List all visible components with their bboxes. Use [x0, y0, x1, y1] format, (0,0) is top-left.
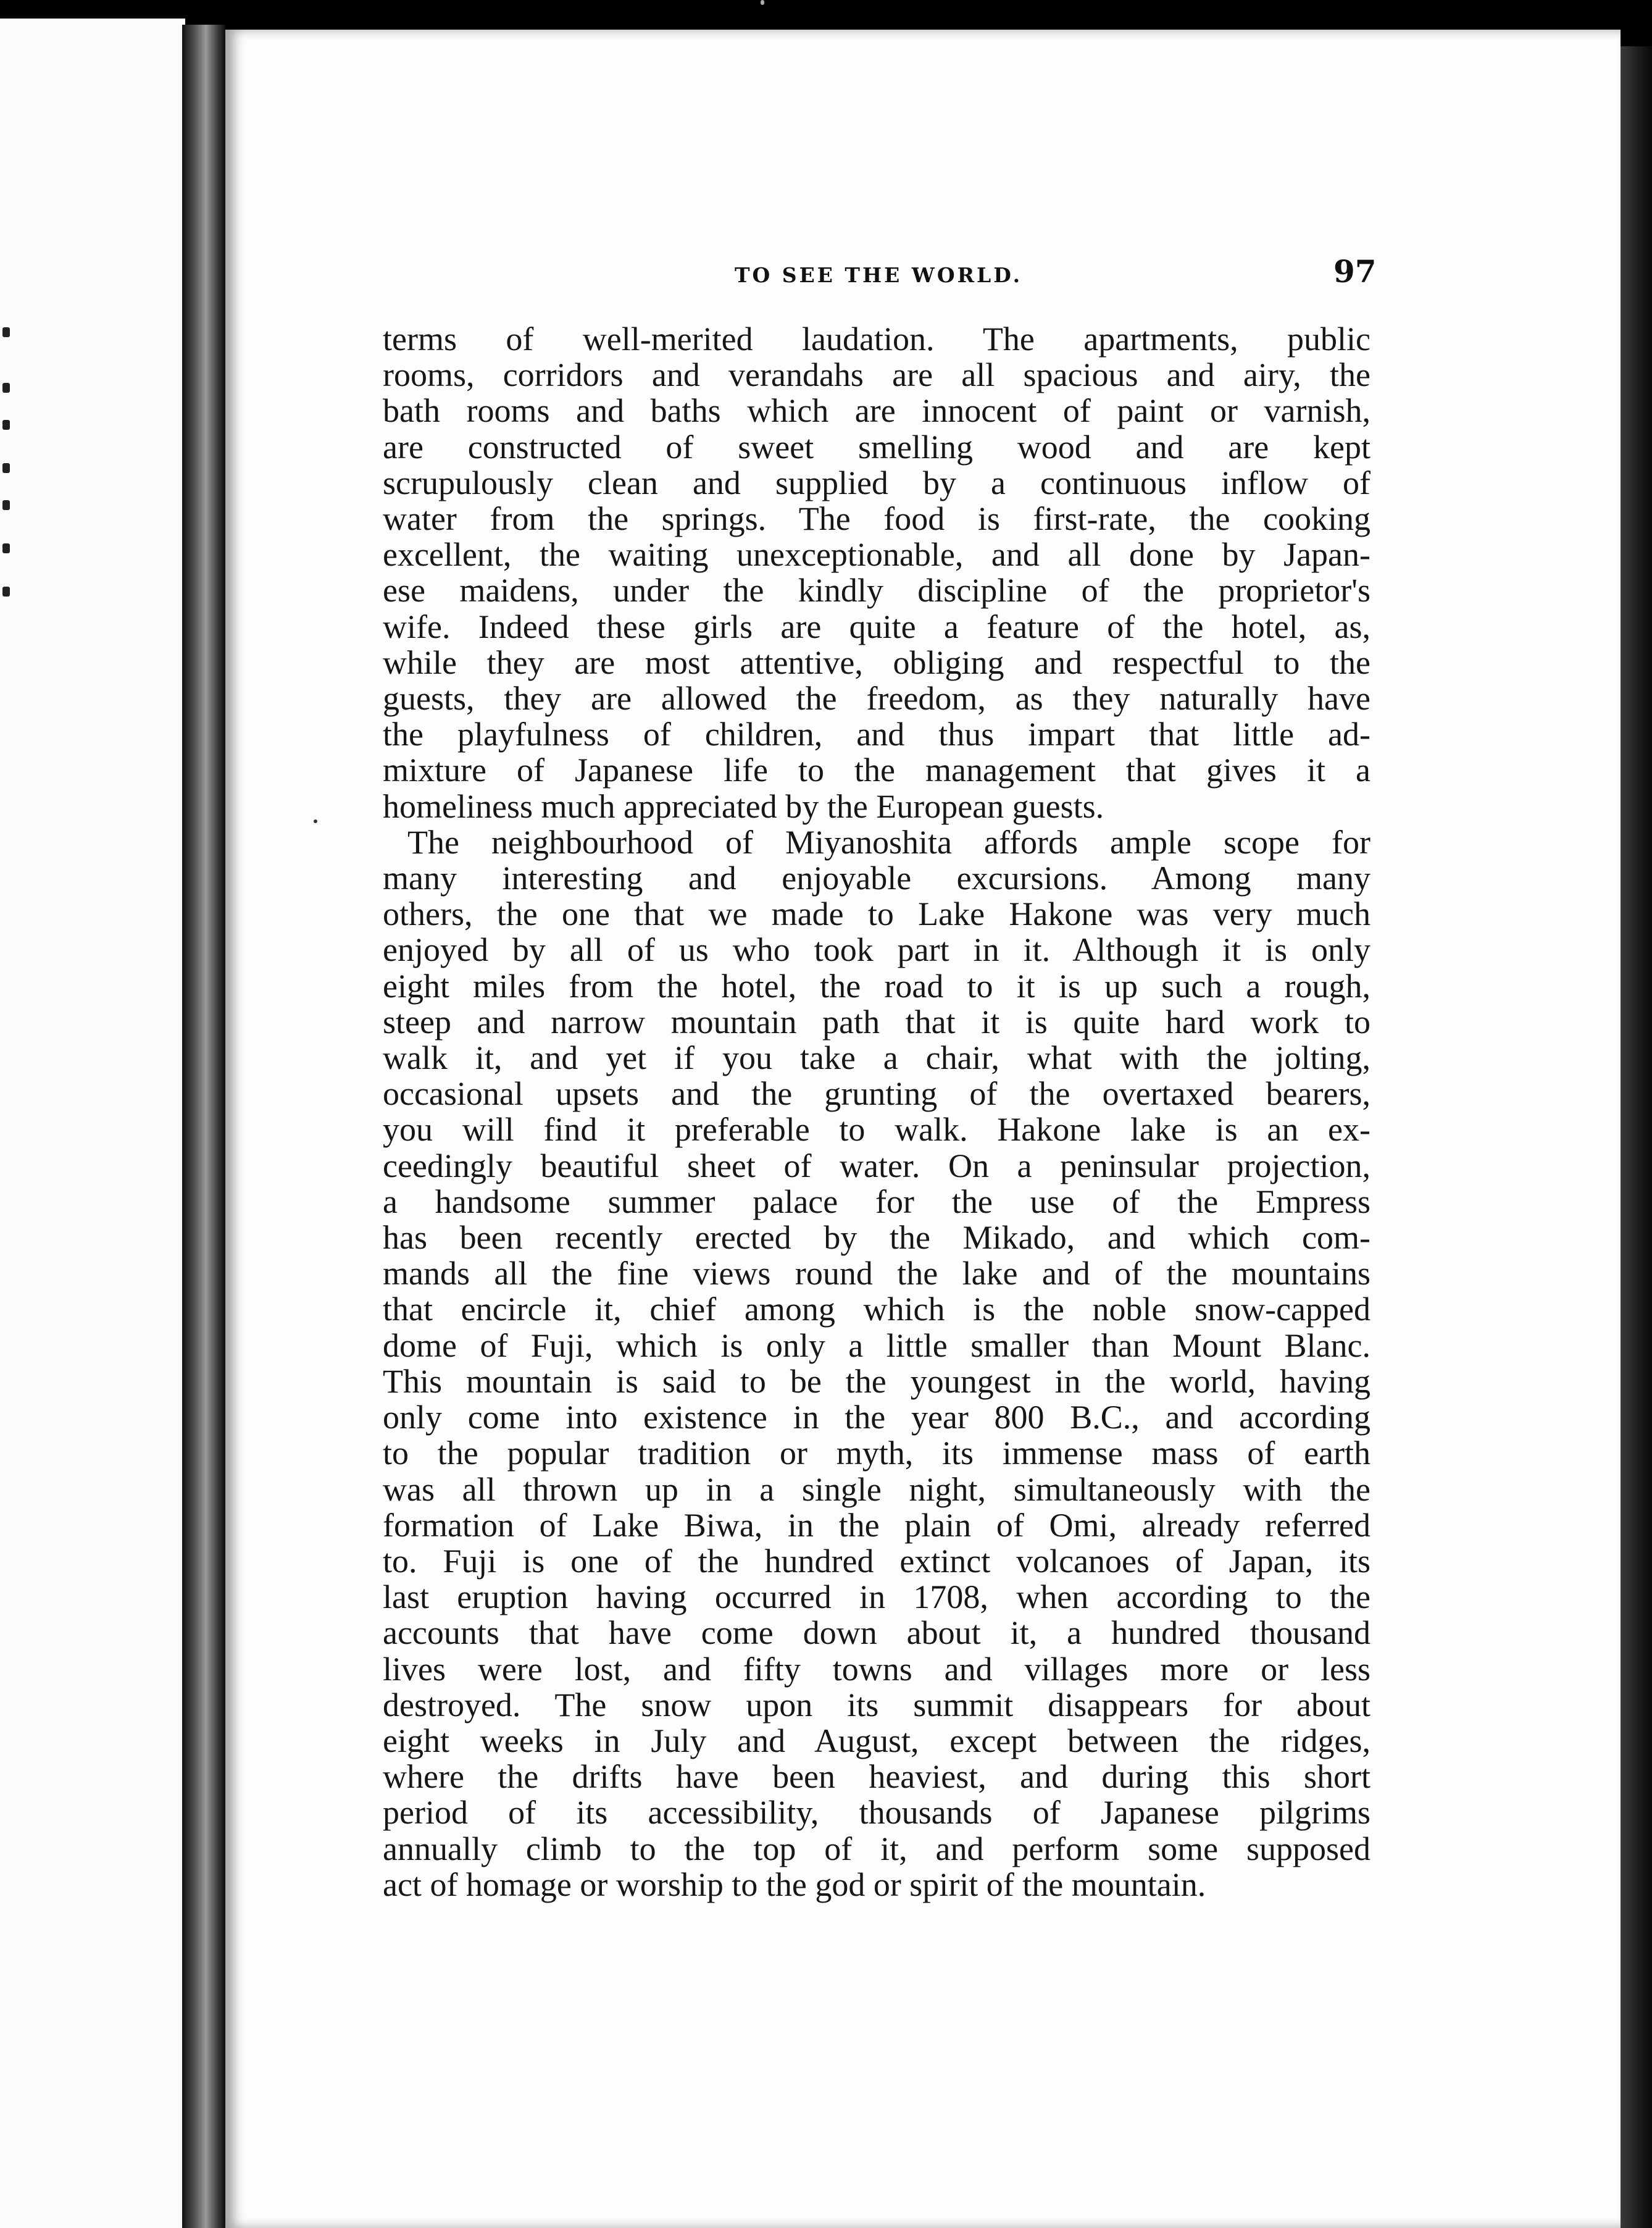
paragraph: [383, 824, 1370, 1903]
text-line: to the popular tradition or myth, its immense mass of earth: [383, 1434, 1370, 1472]
scan-speck: [761, 0, 764, 5]
text-line: enjoyed by all of us who took part in it. Although it is only: [383, 931, 1370, 969]
text-line: rooms, corridors and verandahs are all spacious and airy, the: [383, 356, 1370, 394]
text-line: water from the springs. The food is first-rate, the cooking: [383, 500, 1370, 538]
running-head: TO SEE THE WORLD.: [735, 263, 1023, 287]
text-line: destroyed. The snow upon its summit disappears for about: [383, 1686, 1370, 1723]
facing-page-sliver: [0, 19, 185, 2228]
text-line: mands all the fine views round the lake and of the mountains: [383, 1255, 1370, 1292]
text-line: steep and narrow mountain path that it is quite hard work to: [383, 1003, 1370, 1041]
text-line: act of homage or worship to the god or spirit of the mountain.: [383, 1866, 1206, 1903]
text-line: terms of well-merited laudation. The apartments, public: [383, 320, 1370, 358]
text-line: while they are most attentive, obliging and respectful to the: [383, 643, 1370, 681]
text-line: lives were lost, and fifty towns and villages more or less: [383, 1650, 1370, 1688]
text-line: where the drifts have been heaviest, and during this short: [383, 1758, 1370, 1796]
text-line: guests, they are allowed the freedom, as they naturally have: [383, 680, 1370, 718]
text-line: This mountain is said to be the youngest in the world, having: [383, 1362, 1370, 1400]
text-line: others, the one that we made to Lake Hakone was very much: [383, 895, 1370, 933]
text-line: eight miles from the hotel, the road to it is up such a rough,: [383, 967, 1370, 1005]
text-line: only come into existence in the year 800 B.C., and according: [383, 1399, 1370, 1436]
text-line: wife. Indeed these girls are quite a feature of the hotel, as,: [383, 608, 1370, 645]
text-line: accounts that have come down about it, a hundred thousand: [383, 1614, 1370, 1652]
text-line: a handsome summer palace for the use of the Empress: [383, 1183, 1370, 1220]
text-line: homeliness much appreciated by the European guests.: [383, 787, 1104, 825]
ink-speck: [314, 819, 317, 823]
body-text: [383, 321, 1370, 1903]
text-line: are constructed of sweet smelling wood and are kept: [383, 428, 1370, 466]
text-line: ceedingly beautiful sheet of water. On a peninsular projection,: [383, 1147, 1370, 1184]
text-line: last eruption having occurred in 1708, when according to the: [383, 1578, 1370, 1616]
text-line: excellent, the waiting unexceptionable, and all done by Japan-: [383, 536, 1370, 574]
text-line: to. Fuji is one of the hundred extinct volcanoes of Japan, its: [383, 1542, 1370, 1580]
facing-page-text-fragments: [0, 327, 19, 624]
text-line: that encircle it, chief among which is the noble snow-capped: [383, 1291, 1370, 1328]
text-line: you will find it preferable to walk. Hakone lake is an ex-: [383, 1111, 1370, 1149]
text-line: period of its accessibility, thousands of Japanese pilgrims: [383, 1794, 1370, 1832]
paragraph: [383, 321, 1370, 824]
text-line: dome of Fuji, which is only a little smaller than Mount Blanc.: [383, 1326, 1370, 1364]
text-line: bath rooms and baths which are innocent of paint or varnish,: [383, 392, 1370, 430]
text-line: scrupulously clean and supplied by a continuous inflow of: [383, 464, 1370, 501]
text-line: was all thrown up in a single night, simultaneously with the: [383, 1470, 1370, 1508]
text-line: annually climb to the top of it, and perform some supposed: [383, 1830, 1370, 1867]
text-line: has been recently erected by the Mikado, and which com-: [383, 1219, 1370, 1257]
text-line: mixture of Japanese life to the management that gives it a: [383, 752, 1370, 789]
book-gutter: [182, 25, 225, 2228]
text-line: formation of Lake Biwa, in the plain of Omi, already referred: [383, 1506, 1370, 1544]
page-edge-shadow: [1621, 46, 1652, 2228]
text-line: walk it, and yet if you take a chair, what with the jolting,: [383, 1039, 1370, 1077]
text-line: many interesting and enjoyable excursions. Among many: [383, 860, 1370, 897]
text-line: ese maidens, under the kindly discipline of the proprietor's: [383, 572, 1370, 609]
text-line: the playfulness of children, and thus impart that little ad-: [383, 716, 1370, 753]
text-line: The neighbourhood of Miyanoshita affords ample scope for: [407, 823, 1370, 861]
page-number: 97: [1333, 253, 1377, 290]
text-line: eight weeks in July and August, except between the ridges,: [383, 1722, 1370, 1759]
text-line: occasional upsets and the grunting of the overtaxed bearers,: [383, 1075, 1370, 1113]
